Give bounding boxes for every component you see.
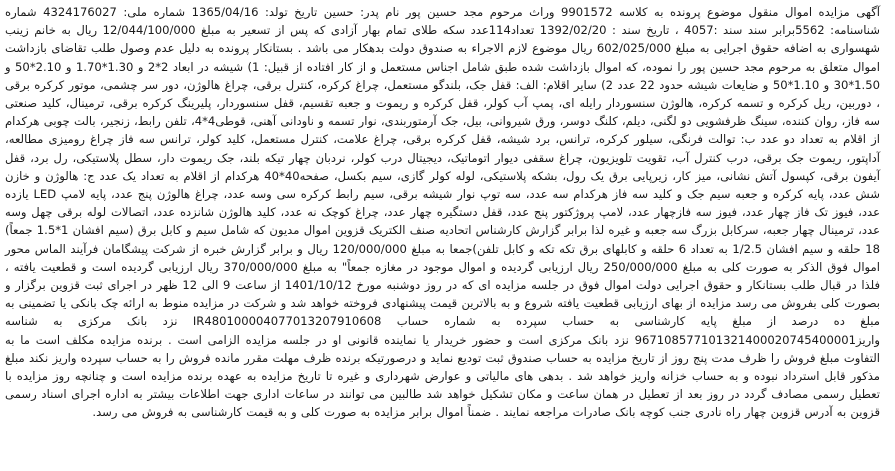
auction-notice-text: آگهی مزایده اموال منقول موضوع پرونده به کلاسه 9901572 وراث مرحوم مجد حسین پور نام پدر: حسین تاریخ تولد: 1365/04/16 شماره ملی: 4324176027 شماره شناسنامه: 5562برابر سند سند :4057 ، تاریخ سند : 1392/02/20 تعداد114عدد سکه طلای تمام بهار آزادی که پس از تسعیر به مبلغ 12/044/100/000 ریال به خانم زینب شهسواری به اضافه حقوق اجرایی به مبلغ 602/025/000 ریال موضوع لازم الاجراء به صندوق دولت بدهکار می باشد . بستانکار پرونده به دلیل عدم وصول طلب تقاضای بازداشت اموال متعلق به مرحوم مجد حسین پور را نموده، که اموال بازداشت شده طبق شامل اجناس مستعمل و از کار افتاده از قبیل: 1) شیشه در ابعاد 2*2 و 1.30*1.70 و 2.10*50 و 1.50*30 و 1.10*50 و ضایعات شیشه حدود 22 عدد 2) سایر اقلام: الف: قفل جک، بلندگو مستعمل، چراغ کرکره، کنترل برقی، چراغ هالوژن، دور سر چشمی، موتور کرکره برقی ، دوربین، ریل کرکره و تسمه کرکره، هالوژن سنسوردار رایله ای، پمپ آب کولر، قفل کرکره و ریموت و جعبه تقسیم، قفل سنسوردار، پلیرینگ کرکره برقی، ترمینال، کلید صنعتی سه فاز، روان کننده، سینگ ظرفشویی دو لگنی، دیلم، کلنگ دوسر، ورق شیروانی، بیل، جک آرمتوربندی، نوار تسمه و ناودانی آهنی، قوطی4*4، تلفن رابط، زنجیر، بالت چوبی هرکدام از اقلام به تعداد دو عدد ب: توالت فرنگی، سیلور کرکره، ترانس، برد شیشه، قفل کرکره برقی، چراغ علامت، کنترل مستعمل، کلید کولر، ترانس سه فاز چراغ رومیزی مطالعه، آداپتور، ریموت جک برقی، درب کنترل آب، تقویت تلویزیون، چراغ سقفی دیوار اتوماتیک، دیجیتال درب کولر، نردبان چهار تیکه بلند، جک ریموت دار، سطل پلاستیکی، رل برد، قفل آیفون برقی، کپسول آتش نشانی، میز کار، زیرپایی برق یک رول، بشکه پلاستیکی، لوله کولر گازی، سیم بکسل، صفحه40*40 هرکدام از اقلام به تعداد یک عدد ج: هالوژن و خازن شش عدد، پایه کرکره و جعبه سیم جک و کلید سه فاز هرکدام سه عدد، سه توپ نوار شیشه برقی، سیم رابط کرکره سی وسه عدد، چراغ هالوژن پنج عدد، پایه لامپ LED یازده عدد، فیوز تک فاز چهار عدد، فیوز سه فازچهار عدد، لامپ پروژکتور پنج عدد، قفل دستگیره چهار عدد، چراغ کوچک نه عدد، کلید هالوژن شانزده عدد، اتصالات لوله برقی چهل وسه عدد، ترمینال چهار جعبه، سرکابل بزرگ سه جعبه و غیره لذا برابر گزارش کارشناس اتحادیه صنف الکتریک قزوین اموال مدیون که شامل سیم و کابل برق (سیم افشان 1*1.5 جمعاً) 18 حلقه و سیم افشان 1/2.5 به تعداد 6 حلقه و کابلهای برق تکه تکه و کابل تلفن)جمعا به مبلغ 120/000/000 ریال و برابر گزارش خبره از شرکت پیشگامان فرآیند الماس محور اموال فوق الذکر به صورت کلی به مبلغ 250/000/000 ریال ارزیابی گردیده و اموال موجود در مغازه جمعاً" به مبلغ 370/000/000 ریال ارزیابی گردیده است و قطعیت یافته ، فلذا در قبال طلب بستانکار و حقوق اجرایی دولت اموال فوق در جلسه مزایده ای که در روز دوشنبه مورخ 1401/10/12 از ساعت 9 الی 12 ظهر در اجرای ثبت قزوین برگزار و بصورت کلی بفروش می رسد مزایده از بهای ارزیابی قطعیت یافته شروع و به بالاترین قیمت پیشنهادی فروخته خواهد شد و شرکت در مزایده منوط به ارائه چک بانکی یا تضمینی به مبلغ ده درصد از مبلغ پایه کارشناسی به حساب سپرده به شماره حساب IR480100004077013207910608 نزد بانک مرکزی به شناسه واریز967108577101321400020745400001 نزد بانک مرکزی است و حضور خریدار یا نماینده قانونی او در جلسه مزایده الزامی است . برنده مزایده مکلف است ما به التفاوت مبلغ فروش را ظرف مدت پنج روز از تاریخ مزایده به حساب صندوق ثبت تودیع نماید و درصورتیکه برنده ظرف مهلت مقرر مانده فروش را به حساب سپرده واریز نکند مبلغ مذکور قابل استرداد نبوده و به حساب خزانه واریز خواهد شد . بدهی های مالیاتی و عوارض شهرداری و غیره تا تاریخ مزایده به عهده برنده مزایده است و چنانچه روز مزایده با تعطیل رسمی مصادف گردد در روز بعد از تعطیل در همان ساعت و مکان تشکیل خواهد شد طالبین می توانند در ساعات اداری جهت اطلاعات بیشتر به اداره اجرای اسناد رسمی قزوین به آدرس قزوین چهار راه نادری جنب کوچه بانک صادرات مراجعه نمایند . ضمناً اموال برابر مزایده به صورت کلی و به قیمت کارشناسی به فروش می رسد. <box>5 5 881 420</box>
